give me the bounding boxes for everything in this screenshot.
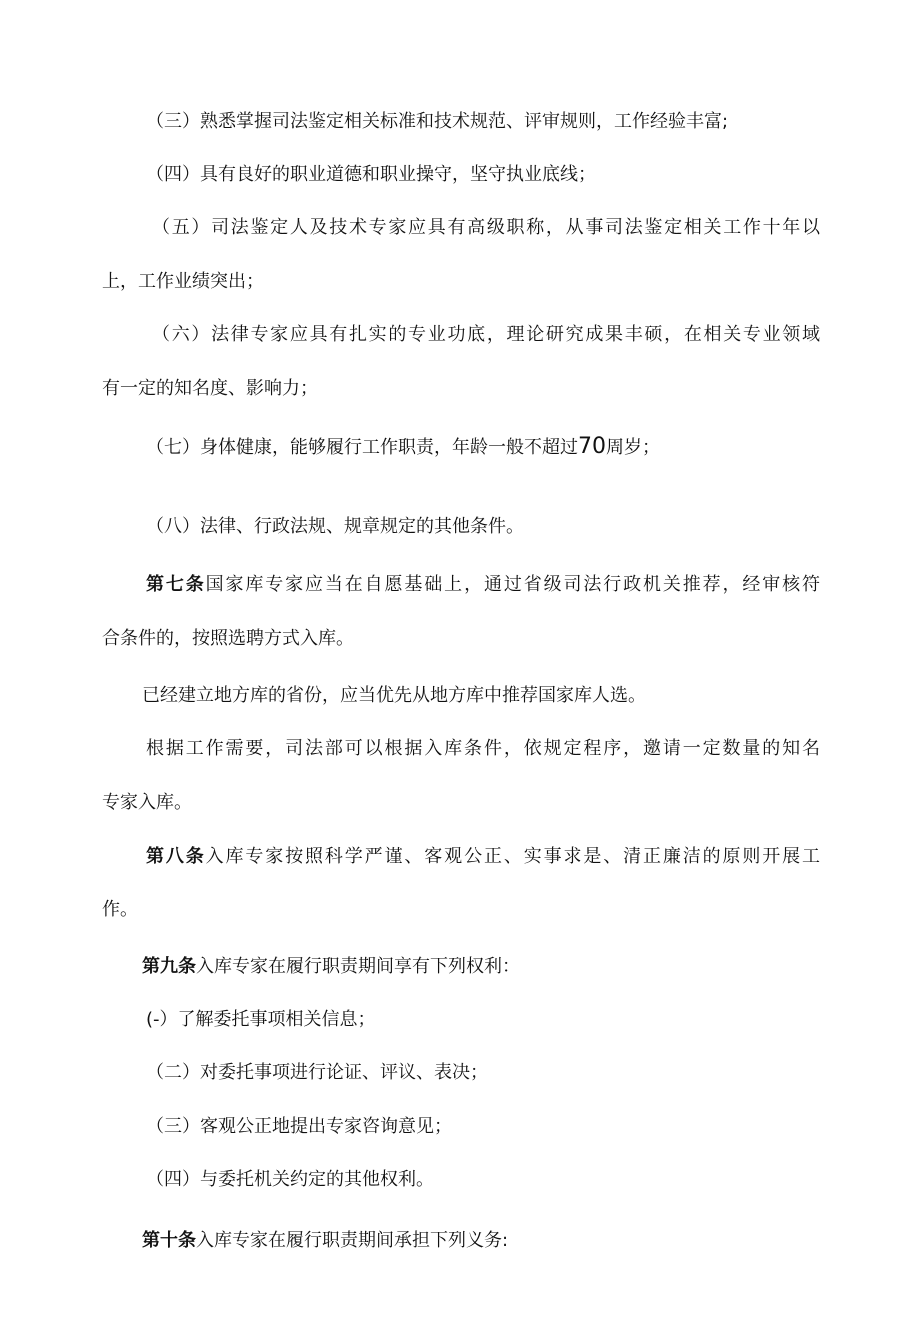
article-8-label: 第八条 <box>146 846 206 867</box>
article-10 <box>142 1229 508 1253</box>
article-7-continued: 合条件的，按照选聘方式入库。 <box>102 628 354 649</box>
right-1: (-）了解委托事项相关信息； <box>146 1009 376 1030</box>
paragraph-invite: 根据工作需要，司法部可以根据入库条件，依规定程序，邀请一定数量的知名 <box>146 738 820 759</box>
article-7-label: 第七条 <box>146 574 206 595</box>
article-8 <box>146 845 820 869</box>
clause-7 <box>146 435 660 460</box>
clause-7-end: 周岁； <box>606 437 660 458</box>
right-4: （四）与委托机关约定的其他权利。 <box>146 1169 434 1190</box>
paragraph-local-library: 已经建立地方库的省份，应当优先从地方库中推荐国家库人选。 <box>142 685 646 706</box>
right-3: （三）客观公正地提出专家咨询意见； <box>146 1116 452 1137</box>
clause-6: （六）法律专家应具有扎实的专业功底，理论研究成果丰硕，在相关专业领域 <box>152 324 820 345</box>
article-10-text: 入库专家在履行职责期间承担下列义务: <box>196 1230 509 1251</box>
clause-4: （四）具有良好的职业道德和职业操守，坚守执业底线； <box>146 164 596 185</box>
paragraph-invite-continued: 专家入库。 <box>102 792 192 813</box>
article-10-label: 第十条 <box>142 1230 196 1251</box>
clause-3: （三）熟悉掌握司法鉴定相关标准和技术规范、评审规则，工作经验丰富; <box>146 111 729 132</box>
clause-5: （五）司法鉴定人及技术专家应具有高级职称，从事司法鉴定相关工作十年以 <box>152 217 820 238</box>
clause-5-continued: 上，工作业绩突出； <box>102 271 264 292</box>
article-7-text: 国家库专家应当在自愿基础上，通过省级司法行政机关推荐，经审核符 <box>205 574 821 595</box>
article-9-label: 第九条 <box>142 956 196 977</box>
clause-7-text: （七）身体健康，能够履行工作职责，年龄一般不超过 <box>146 437 578 458</box>
article-7 <box>146 573 820 597</box>
article-8-continued: 作。 <box>102 899 138 920</box>
right-2: （二）对委托事项进行论证、评议、表决； <box>146 1062 488 1083</box>
age-limit-number: 70 <box>578 434 606 459</box>
article-9 <box>142 955 520 979</box>
clause-6-continued: 有一定的知名度、影响力； <box>102 378 318 399</box>
article-8-text: 入库专家按照科学严谨、客观公正、实事求是、清正廉洁的原则开展工 <box>205 846 821 867</box>
article-9-text: 入库专家在履行职责期间享有下列权利： <box>196 956 520 977</box>
clause-8: （八）法律、行政法规、规章规定的其他条件。 <box>146 516 524 537</box>
